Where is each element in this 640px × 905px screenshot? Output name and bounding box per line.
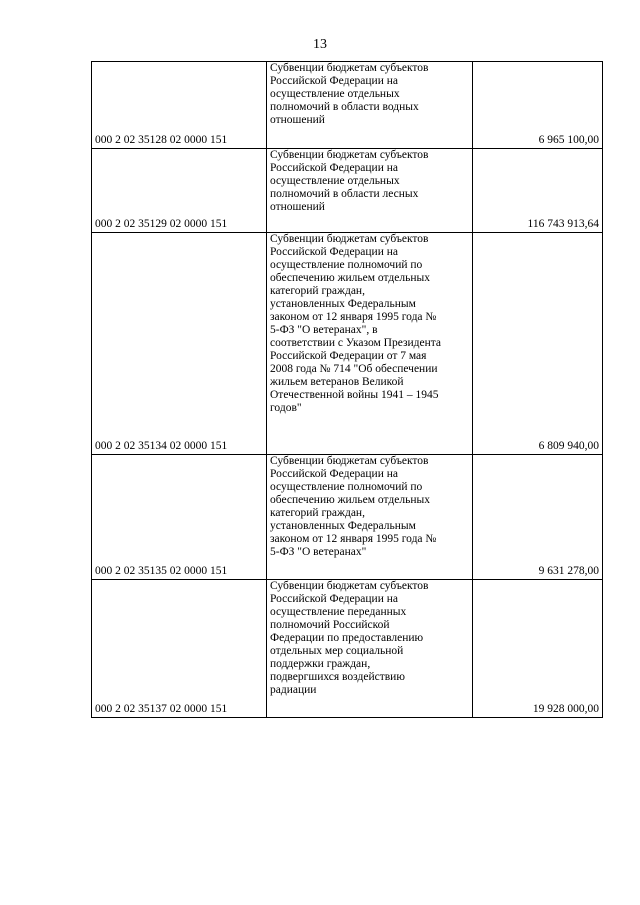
description-cell [267, 62, 473, 149]
subventions-table [91, 61, 603, 718]
description-text: Субвенции бюджетам субъектов Российской Федерации на осуществление полномочий по обеспечению жильем отдельных категорий граждан, установленных Федеральным законом от 12 января 1995 года № 5-ФЗ "О ветеранах" [270, 455, 437, 558]
table-row [92, 62, 603, 149]
budget-code-cell: 000 2 02 35134 02 0000 151 [92, 233, 267, 455]
table-row [92, 580, 603, 718]
description-text: Субвенции бюджетам субъектов Российской Федерации на осуществление полномочий по обеспечению жильем отдельных категорий граждан, установленных Федеральным законом от 12 января 1995 года № 5-ФЗ "О ветеранах", в соответствии с Указом Президента Российской Федерации от 7 мая 2008 года № 714 "Об обеспечении жильем ветеранов Великой Отечественной войны 1941 – 1945 годов" [270, 233, 442, 414]
amount-cell: 6 965 100,00 [473, 62, 603, 149]
description-text: Субвенции бюджетам субъектов Российской Федерации на осуществление переданных полномочий Российской Федерации по предоставлению отдельных мер социальной поддержки граждан, подвергшихся воздействию радиации [270, 580, 429, 696]
budget-code-cell: 000 2 02 35129 02 0000 151 [92, 149, 267, 233]
amount-cell: 116 743 913,64 [473, 149, 603, 233]
description-cell [267, 233, 473, 455]
description-text: Субвенции бюджетам субъектов Российской Федерации на осуществление отдельных полномочий в области лесных отношений [270, 149, 429, 213]
amount-cell: 6 809 940,00 [473, 233, 603, 455]
amount-cell: 9 631 278,00 [473, 455, 603, 580]
table-row [92, 455, 603, 580]
page-number: 13 [313, 37, 327, 52]
table-row [92, 233, 603, 455]
budget-code-cell: 000 2 02 35137 02 0000 151 [92, 580, 267, 718]
description-cell [267, 149, 473, 233]
description-text: Субвенции бюджетам субъектов Российской Федерации на осуществление отдельных полномочий в области водных отношений [270, 62, 429, 126]
description-cell [267, 455, 473, 580]
table-row [92, 149, 603, 233]
budget-code-cell: 000 2 02 35128 02 0000 151 [92, 62, 267, 149]
budget-code-cell: 000 2 02 35135 02 0000 151 [92, 455, 267, 580]
description-cell [267, 580, 473, 718]
amount-cell: 19 928 000,00 [473, 580, 603, 718]
